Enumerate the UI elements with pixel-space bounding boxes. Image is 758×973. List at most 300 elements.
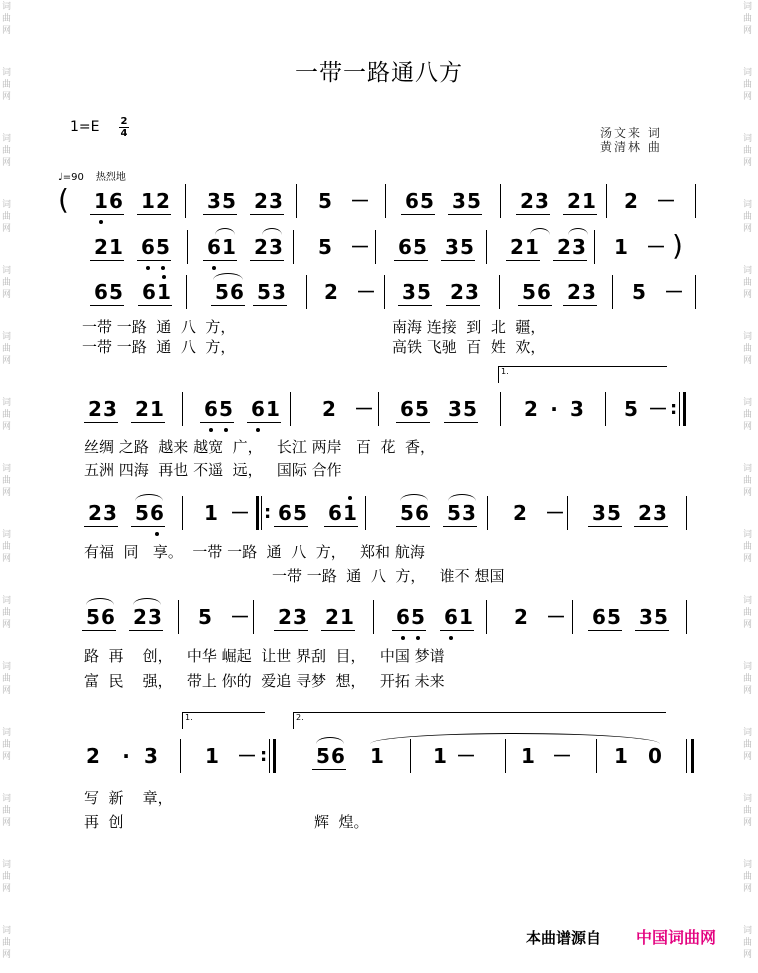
- note: 2: [156, 189, 170, 213]
- note: ·: [122, 744, 130, 768]
- beam-underline: [444, 422, 478, 423]
- beam-underline: [394, 260, 428, 261]
- beam-underline: [635, 630, 669, 631]
- note: 1: [370, 744, 384, 768]
- watermark-glyph: 词: [2, 860, 12, 870]
- tie-arc: [448, 494, 476, 501]
- tie-arc: [400, 494, 428, 501]
- note: －: [646, 235, 666, 259]
- barline: [605, 392, 606, 426]
- watermark-glyph: 网: [2, 884, 12, 894]
- note: 1: [150, 397, 164, 421]
- open-paren: (: [58, 183, 69, 216]
- note: 6: [398, 235, 412, 259]
- watermark-glyph: 曲: [743, 476, 753, 486]
- note: 6: [109, 189, 123, 213]
- watermark-glyph: 曲: [2, 344, 12, 354]
- barline: [612, 275, 613, 309]
- note: 6: [537, 280, 551, 304]
- beam-underline: [518, 305, 552, 306]
- note: 5: [413, 235, 427, 259]
- watermark-glyph: 网: [2, 290, 12, 300]
- watermark-glyph: 词: [743, 728, 753, 738]
- barline: [187, 230, 188, 264]
- barline: [186, 275, 187, 309]
- octave-dot-below: [209, 428, 213, 432]
- watermark-glyph: 曲: [2, 674, 12, 684]
- watermark-glyph: 词: [743, 530, 753, 540]
- footer-source-label: 本曲谱源自: [526, 929, 602, 947]
- watermark-glyph: 曲: [2, 740, 12, 750]
- beam-underline: [90, 214, 124, 215]
- note: －: [545, 501, 565, 525]
- watermark-glyph: 网: [2, 158, 12, 168]
- thick-barline: [273, 739, 276, 773]
- note: 1: [433, 744, 447, 768]
- lyric-line: 一带 一路 通 八 方， 谁不 想国: [272, 567, 505, 585]
- barline: [695, 184, 696, 218]
- beam-underline: [138, 305, 172, 306]
- watermark-glyph: 网: [2, 488, 12, 498]
- watermark-glyph: 曲: [743, 80, 753, 90]
- watermark-glyph: 词: [743, 860, 753, 870]
- note: 3: [103, 501, 117, 525]
- note: 6: [251, 397, 265, 421]
- octave-dot-below: [161, 266, 165, 270]
- beam-underline: [588, 630, 622, 631]
- note: 5: [447, 501, 461, 525]
- watermark-glyph: 网: [2, 752, 12, 762]
- watermark-glyph: 词: [2, 200, 12, 210]
- barline: [486, 600, 487, 634]
- note: 3: [269, 189, 283, 213]
- beam-underline: [90, 260, 124, 261]
- watermark-glyph: 曲: [743, 212, 753, 222]
- note: 5: [222, 189, 236, 213]
- song-title: 一带一路通八方: [295, 60, 463, 86]
- barline: [385, 184, 386, 218]
- thick-barline: [683, 392, 686, 426]
- lyric-line: 有福 同 享。 一带 一路 通 八 方， 郑和 航海: [84, 543, 425, 561]
- note: 3: [448, 397, 462, 421]
- barline: [567, 496, 568, 530]
- watermark-glyph: 词: [743, 200, 753, 210]
- note: 6: [444, 605, 458, 629]
- barline: [185, 184, 186, 218]
- note: 3: [465, 280, 479, 304]
- note: －: [350, 235, 370, 259]
- watermark-glyph: 词: [2, 398, 12, 408]
- watermark-glyph: 网: [2, 26, 12, 36]
- beam-underline: [203, 260, 237, 261]
- watermark-glyph: 网: [743, 620, 753, 630]
- octave-dot-below: [212, 266, 216, 270]
- beam-underline: [250, 214, 284, 215]
- watermark-glyph: 曲: [2, 476, 12, 486]
- beam-underline: [200, 422, 234, 423]
- note: 5: [316, 744, 330, 768]
- beam-underline: [396, 526, 430, 527]
- final-barline: [691, 739, 694, 773]
- barline: [686, 600, 687, 634]
- watermark-glyph: 曲: [2, 872, 12, 882]
- note: 5: [257, 280, 271, 304]
- beam-underline: [634, 526, 668, 527]
- watermark-glyph: 网: [743, 488, 753, 498]
- watermark-glyph: 词: [2, 134, 12, 144]
- watermark-glyph: 曲: [743, 410, 753, 420]
- watermark-glyph: 词: [2, 926, 12, 936]
- lyric-line: 高铁 飞驰 百 姓 欢，: [392, 338, 546, 356]
- note: 3: [570, 397, 584, 421]
- tie-arc: [133, 598, 161, 605]
- close-paren: ): [672, 229, 683, 262]
- note: 5: [198, 605, 212, 629]
- barline: [486, 230, 487, 264]
- note: 5: [417, 280, 431, 304]
- tie-arc: [568, 228, 588, 235]
- watermark-glyph: 词: [743, 794, 753, 804]
- barline: [695, 275, 696, 309]
- note: 2: [624, 189, 638, 213]
- watermark-glyph: 曲: [743, 806, 753, 816]
- barline: [296, 184, 297, 218]
- octave-dot-above: [348, 496, 352, 500]
- note: 3: [272, 280, 286, 304]
- watermark-glyph: 网: [2, 818, 12, 828]
- beam-underline: [441, 260, 475, 261]
- note: 6: [141, 235, 155, 259]
- tie-arc: [262, 228, 282, 235]
- time-signature: 2 4: [120, 116, 128, 139]
- barline: [572, 600, 573, 634]
- note: 3: [639, 605, 653, 629]
- watermark-glyph: 网: [743, 422, 753, 432]
- watermark-glyph: 词: [2, 728, 12, 738]
- note: 6: [101, 605, 115, 629]
- note: 2: [133, 605, 147, 629]
- note: 3: [572, 235, 586, 259]
- watermark-glyph: 曲: [2, 146, 12, 156]
- note: ·: [550, 397, 558, 421]
- barline: [375, 230, 376, 264]
- note: 5: [460, 235, 474, 259]
- volta-bracket: 2.: [293, 712, 666, 729]
- note: 3: [207, 189, 221, 213]
- note: 3: [582, 280, 596, 304]
- key-signature: 1=E: [70, 119, 100, 135]
- note: 5: [415, 397, 429, 421]
- watermark-glyph: 网: [743, 950, 753, 960]
- note: 6: [230, 280, 244, 304]
- slur-arc: [370, 733, 660, 744]
- octave-dot-below: [416, 636, 420, 640]
- barline: [596, 739, 597, 773]
- watermark-glyph: 网: [743, 290, 753, 300]
- tie-arc: [135, 494, 163, 501]
- barline: [487, 496, 488, 530]
- note: 5: [411, 605, 425, 629]
- lyric-line: 富 民 强， 带上 你的 爱追 寻梦 想， 开拓 未来: [84, 672, 445, 690]
- watermark-glyph: 曲: [743, 608, 753, 618]
- watermark-glyph: 曲: [2, 80, 12, 90]
- barline: [594, 230, 595, 264]
- watermark-glyph: 曲: [743, 872, 753, 882]
- barline: [182, 392, 183, 426]
- watermark-glyph: 网: [2, 950, 12, 960]
- watermark-glyph: 词: [2, 530, 12, 540]
- note: 2: [325, 605, 339, 629]
- note: 6: [278, 501, 292, 525]
- repeat-dots: :: [264, 502, 272, 523]
- beam-underline: [563, 214, 597, 215]
- barline: [261, 496, 262, 530]
- beam-underline: [84, 422, 118, 423]
- composer-credit: 黄清林 曲: [600, 140, 662, 154]
- note: 5: [624, 397, 638, 421]
- note: 1: [222, 235, 236, 259]
- beam-underline: [398, 305, 432, 306]
- note: 5: [463, 397, 477, 421]
- watermark-glyph: 词: [743, 464, 753, 474]
- barline: [499, 275, 500, 309]
- note: 6: [592, 605, 606, 629]
- watermark-glyph: 网: [743, 884, 753, 894]
- watermark-glyph: 网: [2, 686, 12, 696]
- tie-arc: [530, 228, 550, 235]
- note: 2: [254, 189, 268, 213]
- note: 2: [135, 397, 149, 421]
- lyric-line: 路 再 创， 中华 崛起 让世 界刮 目， 中国 梦谱: [84, 647, 445, 665]
- watermark-glyph: 网: [2, 356, 12, 366]
- note: 6: [405, 189, 419, 213]
- watermark-glyph: 词: [743, 398, 753, 408]
- watermark-glyph: 网: [743, 224, 753, 234]
- note: 6: [415, 501, 429, 525]
- beam-underline: [440, 630, 474, 631]
- watermark-glyph: 曲: [2, 14, 12, 24]
- note: －: [656, 189, 676, 213]
- note: 3: [402, 280, 416, 304]
- note: 6: [400, 397, 414, 421]
- note: －: [356, 280, 376, 304]
- watermark-glyph: 曲: [743, 278, 753, 288]
- note: 5: [135, 501, 149, 525]
- note: 6: [150, 501, 164, 525]
- octave-dot-below: [449, 636, 453, 640]
- tempo-marking: [58, 168, 126, 183]
- note: 5: [654, 605, 668, 629]
- watermark-glyph: 词: [743, 2, 753, 12]
- note: 1: [614, 744, 628, 768]
- watermark-glyph: 曲: [743, 344, 753, 354]
- barline: [505, 739, 506, 773]
- beam-underline: [253, 305, 287, 306]
- watermark-glyph: 曲: [2, 542, 12, 552]
- beam-underline: [129, 630, 163, 631]
- expression-mark: 热烈地: [95, 172, 126, 183]
- note: 2: [88, 501, 102, 525]
- lyric-line: 写 新 章，: [84, 789, 173, 807]
- lyric-line: 再 创: [84, 813, 124, 831]
- lyric-line: 一带 一路 通 八 方，: [82, 338, 236, 356]
- barline: [378, 392, 379, 426]
- tie-arc: [316, 737, 344, 744]
- footer-site-name: 中国词曲网: [636, 928, 717, 947]
- barline: [410, 739, 411, 773]
- beam-underline: [131, 422, 165, 423]
- barline: [253, 600, 254, 634]
- lyricist-credit: 汤文来 词: [600, 126, 662, 140]
- beam-underline: [553, 260, 587, 261]
- tie-arc: [86, 598, 114, 605]
- watermark-glyph: 词: [2, 68, 12, 78]
- watermark-glyph: 网: [743, 92, 753, 102]
- barline: [306, 275, 307, 309]
- beam-underline: [131, 526, 165, 527]
- note: 3: [535, 189, 549, 213]
- note: 1: [266, 397, 280, 421]
- note: 6: [396, 605, 410, 629]
- beam-underline: [84, 526, 118, 527]
- watermark-glyph: 网: [743, 158, 753, 168]
- note: 5: [318, 235, 332, 259]
- note: 6: [94, 280, 108, 304]
- beam-underline: [506, 260, 540, 261]
- barline: [686, 739, 687, 773]
- note: 1: [340, 605, 354, 629]
- lyric-line: 一带 一路 通 八 方，: [82, 318, 236, 336]
- watermark-glyph: 网: [2, 620, 12, 630]
- watermark-glyph: 曲: [743, 674, 753, 684]
- watermark-glyph: 曲: [743, 14, 753, 24]
- beam-underline: [274, 526, 308, 527]
- barline: [686, 496, 687, 530]
- note: －: [230, 605, 250, 629]
- note: 2: [322, 397, 336, 421]
- watermark-right: [741, 0, 757, 973]
- beam-underline: [250, 260, 284, 261]
- beam-underline: [247, 422, 281, 423]
- watermark-glyph: 词: [743, 332, 753, 342]
- note: 5: [420, 189, 434, 213]
- watermark-glyph: 词: [743, 134, 753, 144]
- note: 2: [510, 235, 524, 259]
- watermark-glyph: 词: [743, 662, 753, 672]
- beam-underline: [401, 214, 435, 215]
- note: 3: [592, 501, 606, 525]
- note: －: [350, 189, 370, 213]
- note: 1: [109, 235, 123, 259]
- watermark-glyph: 曲: [2, 278, 12, 288]
- lyric-line: 辉 煌。: [314, 813, 369, 831]
- lyric-line: 南海 连接 到 北 疆，: [392, 318, 546, 336]
- watermark-glyph: 曲: [2, 410, 12, 420]
- watermark-glyph: 词: [743, 68, 753, 78]
- note: 1: [521, 744, 535, 768]
- note: 2: [450, 280, 464, 304]
- note: 3: [269, 235, 283, 259]
- watermark-glyph: 词: [2, 794, 12, 804]
- volta-bracket: 1.: [498, 366, 667, 383]
- note: 5: [109, 280, 123, 304]
- watermark-glyph: 曲: [2, 608, 12, 618]
- note: 2: [254, 235, 268, 259]
- note: －: [648, 397, 668, 421]
- note: 2: [94, 235, 108, 259]
- beam-underline: [211, 305, 245, 306]
- barline: [365, 496, 366, 530]
- note: 6: [142, 280, 156, 304]
- octave-dot-below: [224, 428, 228, 432]
- watermark-glyph: 网: [743, 752, 753, 762]
- barline: [178, 600, 179, 634]
- note: 5: [156, 235, 170, 259]
- barline: [290, 392, 291, 426]
- watermark-glyph: 曲: [743, 146, 753, 156]
- beam-underline: [82, 630, 116, 631]
- watermark-glyph: 网: [743, 26, 753, 36]
- octave-dot-above: [162, 275, 166, 279]
- watermark-glyph: 网: [743, 686, 753, 696]
- note: 1: [204, 501, 218, 525]
- note: 1: [205, 744, 219, 768]
- watermark-glyph: 曲: [743, 542, 753, 552]
- note: 3: [148, 605, 162, 629]
- note: 2: [278, 605, 292, 629]
- note: －: [230, 501, 250, 525]
- barline: [500, 184, 501, 218]
- note: 2: [567, 280, 581, 304]
- note: －: [664, 280, 684, 304]
- note: 1: [582, 189, 596, 213]
- watermark-glyph: 网: [2, 554, 12, 564]
- repeat-dots: :: [260, 745, 268, 766]
- note: 2: [567, 189, 581, 213]
- note: 2: [514, 605, 528, 629]
- note: 2: [86, 744, 100, 768]
- note: 5: [400, 501, 414, 525]
- watermark-glyph: 词: [743, 266, 753, 276]
- watermark-glyph: 曲: [2, 212, 12, 222]
- barline: [679, 392, 680, 426]
- beam-underline: [90, 305, 124, 306]
- watermark-glyph: 词: [2, 662, 12, 672]
- note: 5: [318, 189, 332, 213]
- note: 6: [331, 744, 345, 768]
- beam-underline: [137, 214, 171, 215]
- barline: [180, 739, 181, 773]
- watermark-glyph: 词: [743, 926, 753, 936]
- watermark-glyph: 网: [743, 818, 753, 828]
- beam-underline: [588, 526, 622, 527]
- note: －: [456, 744, 476, 768]
- note: 3: [144, 744, 158, 768]
- beam-underline: [396, 422, 430, 423]
- note: 5: [219, 397, 233, 421]
- watermark-glyph: 曲: [743, 740, 753, 750]
- beam-underline: [203, 214, 237, 215]
- barline: [293, 230, 294, 264]
- note: 3: [445, 235, 459, 259]
- note: 5: [467, 189, 481, 213]
- octave-dot-below: [146, 266, 150, 270]
- note: 3: [293, 605, 307, 629]
- repeat-dots: :: [670, 398, 678, 419]
- barline: [373, 600, 374, 634]
- note: 5: [522, 280, 536, 304]
- note: 2: [513, 501, 527, 525]
